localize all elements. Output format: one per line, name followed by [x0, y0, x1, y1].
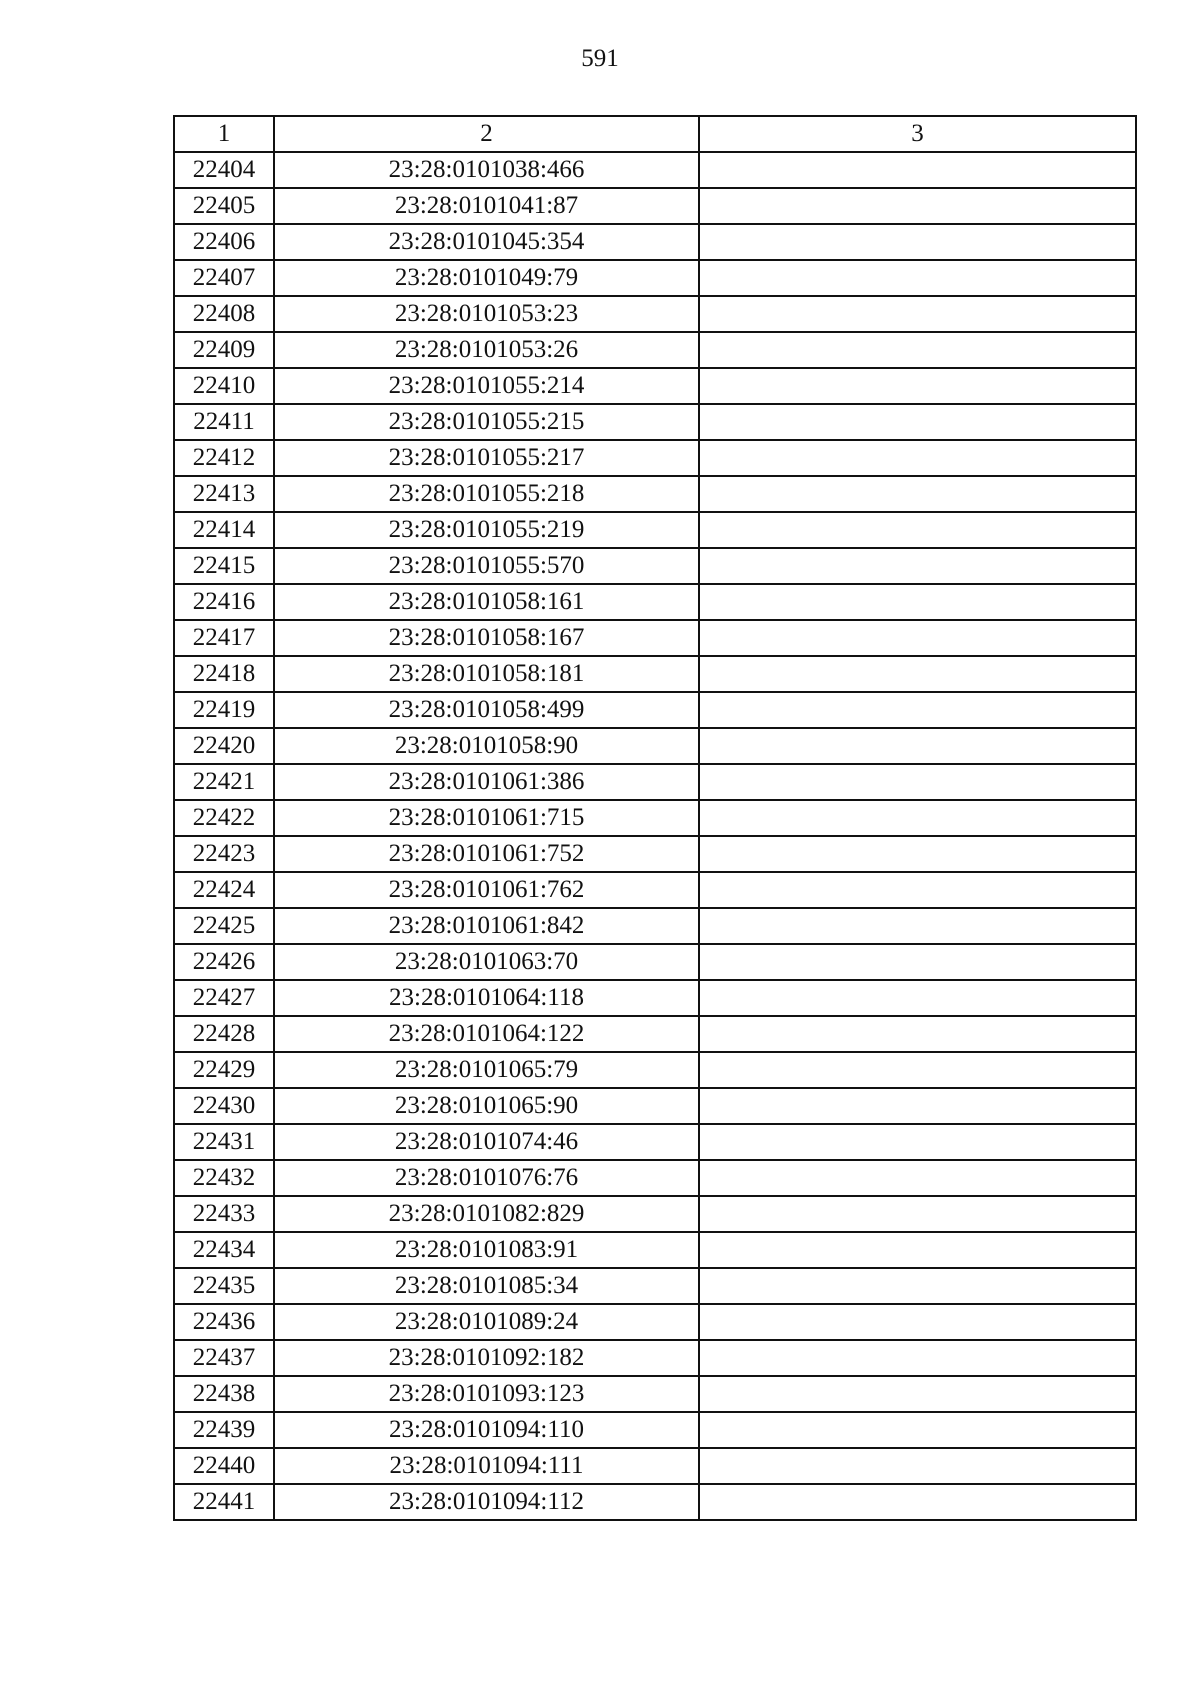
table-row — [174, 1376, 1136, 1412]
row-number-cell: 22432 — [174, 1160, 274, 1196]
empty-cell — [699, 296, 1136, 332]
cadastral-number-cell: 23:28:0101074:46 — [274, 1124, 699, 1160]
cadastral-number-cell: 23:28:0101082:829 — [274, 1196, 699, 1232]
table-header-row — [174, 116, 1136, 152]
row-number-cell: 22410 — [174, 368, 274, 404]
table-row — [174, 1268, 1136, 1304]
row-number-cell: 22430 — [174, 1088, 274, 1124]
row-number-cell: 22413 — [174, 476, 274, 512]
empty-cell — [699, 1484, 1136, 1520]
empty-cell — [699, 728, 1136, 764]
cadastral-number-cell: 23:28:0101085:34 — [274, 1268, 699, 1304]
row-number-cell: 22429 — [174, 1052, 274, 1088]
empty-cell — [699, 656, 1136, 692]
empty-cell — [699, 1448, 1136, 1484]
empty-cell — [699, 224, 1136, 260]
empty-cell — [699, 476, 1136, 512]
table-row — [174, 800, 1136, 836]
row-number-cell: 22440 — [174, 1448, 274, 1484]
cadastral-number-cell: 23:28:0101065:90 — [274, 1088, 699, 1124]
cadastral-number-cell: 23:28:0101064:118 — [274, 980, 699, 1016]
row-number-cell: 22435 — [174, 1268, 274, 1304]
row-number-cell: 22416 — [174, 584, 274, 620]
table-row — [174, 944, 1136, 980]
cadastral-number-cell: 23:28:0101041:87 — [274, 188, 699, 224]
cadastral-number-cell: 23:28:0101055:214 — [274, 368, 699, 404]
row-number-cell: 22438 — [174, 1376, 274, 1412]
table-row — [174, 1340, 1136, 1376]
table-row — [174, 1052, 1136, 1088]
row-number-cell: 22441 — [174, 1484, 274, 1520]
empty-cell — [699, 440, 1136, 476]
cadastral-number-cell: 23:28:0101058:90 — [274, 728, 699, 764]
table-row — [174, 1448, 1136, 1484]
table-row — [174, 1412, 1136, 1448]
cadastral-number-cell: 23:28:0101045:354 — [274, 224, 699, 260]
row-number-cell: 22425 — [174, 908, 274, 944]
table-row — [174, 656, 1136, 692]
row-number-cell: 22420 — [174, 728, 274, 764]
table-row — [174, 1232, 1136, 1268]
empty-cell — [699, 800, 1136, 836]
cadastral-number-cell: 23:28:0101064:122 — [274, 1016, 699, 1052]
cadastral-number-cell: 23:28:0101055:219 — [274, 512, 699, 548]
cadastral-number-cell: 23:28:0101089:24 — [274, 1304, 699, 1340]
cadastral-number-cell: 23:28:0101049:79 — [274, 260, 699, 296]
empty-cell — [699, 1232, 1136, 1268]
row-number-cell: 22434 — [174, 1232, 274, 1268]
cadastral-number-cell: 23:28:0101058:161 — [274, 584, 699, 620]
cadastral-number-cell: 23:28:0101053:26 — [274, 332, 699, 368]
row-number-cell: 22433 — [174, 1196, 274, 1232]
empty-cell — [699, 764, 1136, 800]
table-row — [174, 368, 1136, 404]
empty-cell — [699, 368, 1136, 404]
cadastral-number-cell: 23:28:0101053:23 — [274, 296, 699, 332]
row-number-cell: 22408 — [174, 296, 274, 332]
table-row — [174, 728, 1136, 764]
cadastral-number-cell: 23:28:0101055:217 — [274, 440, 699, 476]
table-row — [174, 1484, 1136, 1520]
empty-cell — [699, 1304, 1136, 1340]
row-number-cell: 22439 — [174, 1412, 274, 1448]
row-number-cell: 22427 — [174, 980, 274, 1016]
cadastral-number-cell: 23:28:0101055:218 — [274, 476, 699, 512]
table-row — [174, 1088, 1136, 1124]
table-row — [174, 692, 1136, 728]
row-number-cell: 22415 — [174, 548, 274, 584]
empty-cell — [699, 980, 1136, 1016]
table-row — [174, 836, 1136, 872]
empty-cell — [699, 512, 1136, 548]
column-header-3: 3 — [699, 116, 1136, 152]
table-row — [174, 872, 1136, 908]
row-number-cell: 22404 — [174, 152, 274, 188]
table-row — [174, 512, 1136, 548]
table-row — [174, 980, 1136, 1016]
cadastral-number-cell: 23:28:0101061:762 — [274, 872, 699, 908]
cadastral-table — [173, 115, 1137, 1521]
column-header-1: 1 — [174, 116, 274, 152]
cadastral-number-cell: 23:28:0101058:181 — [274, 656, 699, 692]
empty-cell — [699, 1088, 1136, 1124]
column-header-2: 2 — [274, 116, 699, 152]
empty-cell — [699, 1124, 1136, 1160]
cadastral-number-cell: 23:28:0101094:112 — [274, 1484, 699, 1520]
empty-cell — [699, 1160, 1136, 1196]
row-number-cell: 22405 — [174, 188, 274, 224]
row-number-cell: 22423 — [174, 836, 274, 872]
row-number-cell: 22419 — [174, 692, 274, 728]
cadastral-number-cell: 23:28:0101076:76 — [274, 1160, 699, 1196]
row-number-cell: 22414 — [174, 512, 274, 548]
cadastral-number-cell: 23:28:0101055:570 — [274, 548, 699, 584]
cadastral-number-cell: 23:28:0101061:715 — [274, 800, 699, 836]
row-number-cell: 22418 — [174, 656, 274, 692]
empty-cell — [699, 260, 1136, 296]
table-row — [174, 1160, 1136, 1196]
empty-cell — [699, 872, 1136, 908]
cadastral-number-cell: 23:28:0101061:752 — [274, 836, 699, 872]
table-row — [174, 1196, 1136, 1232]
row-number-cell: 22437 — [174, 1340, 274, 1376]
cadastral-number-cell: 23:28:0101055:215 — [274, 404, 699, 440]
cadastral-number-cell: 23:28:0101065:79 — [274, 1052, 699, 1088]
table-row — [174, 332, 1136, 368]
row-number-cell: 22411 — [174, 404, 274, 440]
table-row — [174, 584, 1136, 620]
row-number-cell: 22417 — [174, 620, 274, 656]
table-row — [174, 1016, 1136, 1052]
cadastral-number-cell: 23:28:0101093:123 — [274, 1376, 699, 1412]
empty-cell — [699, 188, 1136, 224]
table-row — [174, 440, 1136, 476]
row-number-cell: 22409 — [174, 332, 274, 368]
empty-cell — [699, 836, 1136, 872]
row-number-cell: 22424 — [174, 872, 274, 908]
empty-cell — [699, 908, 1136, 944]
table-row — [174, 908, 1136, 944]
row-number-cell: 22412 — [174, 440, 274, 476]
row-number-cell: 22426 — [174, 944, 274, 980]
empty-cell — [699, 1376, 1136, 1412]
cadastral-number-cell: 23:28:0101094:110 — [274, 1412, 699, 1448]
cadastral-number-cell: 23:28:0101061:842 — [274, 908, 699, 944]
row-number-cell: 22406 — [174, 224, 274, 260]
table-row — [174, 764, 1136, 800]
table-row — [174, 1124, 1136, 1160]
table-row — [174, 152, 1136, 188]
row-number-cell: 22422 — [174, 800, 274, 836]
table-row — [174, 620, 1136, 656]
cadastral-number-cell: 23:28:0101038:466 — [274, 152, 699, 188]
row-number-cell: 22436 — [174, 1304, 274, 1340]
empty-cell — [699, 584, 1136, 620]
empty-cell — [699, 548, 1136, 584]
empty-cell — [699, 1052, 1136, 1088]
empty-cell — [699, 152, 1136, 188]
table-row — [174, 296, 1136, 332]
cadastral-number-cell: 23:28:0101083:91 — [274, 1232, 699, 1268]
empty-cell — [699, 1016, 1136, 1052]
row-number-cell: 22431 — [174, 1124, 274, 1160]
table-row — [174, 1304, 1136, 1340]
empty-cell — [699, 1268, 1136, 1304]
empty-cell — [699, 1196, 1136, 1232]
empty-cell — [699, 944, 1136, 980]
row-number-cell: 22421 — [174, 764, 274, 800]
cadastral-number-cell: 23:28:0101094:111 — [274, 1448, 699, 1484]
table-row — [174, 548, 1136, 584]
table-row — [174, 188, 1136, 224]
cadastral-number-cell: 23:28:0101092:182 — [274, 1340, 699, 1376]
row-number-cell: 22428 — [174, 1016, 274, 1052]
cadastral-number-cell: 23:28:0101063:70 — [274, 944, 699, 980]
empty-cell — [699, 332, 1136, 368]
cadastral-number-cell: 23:28:0101058:167 — [274, 620, 699, 656]
empty-cell — [699, 692, 1136, 728]
empty-cell — [699, 1340, 1136, 1376]
row-number-cell: 22407 — [174, 260, 274, 296]
empty-cell — [699, 620, 1136, 656]
table-row — [174, 260, 1136, 296]
empty-cell — [699, 404, 1136, 440]
cadastral-number-cell: 23:28:0101058:499 — [274, 692, 699, 728]
table-row — [174, 476, 1136, 512]
empty-cell — [699, 1412, 1136, 1448]
table-row — [174, 404, 1136, 440]
page-number: 591 — [581, 45, 619, 72]
cadastral-number-cell: 23:28:0101061:386 — [274, 764, 699, 800]
table-body — [174, 152, 1136, 1520]
table-row — [174, 224, 1136, 260]
